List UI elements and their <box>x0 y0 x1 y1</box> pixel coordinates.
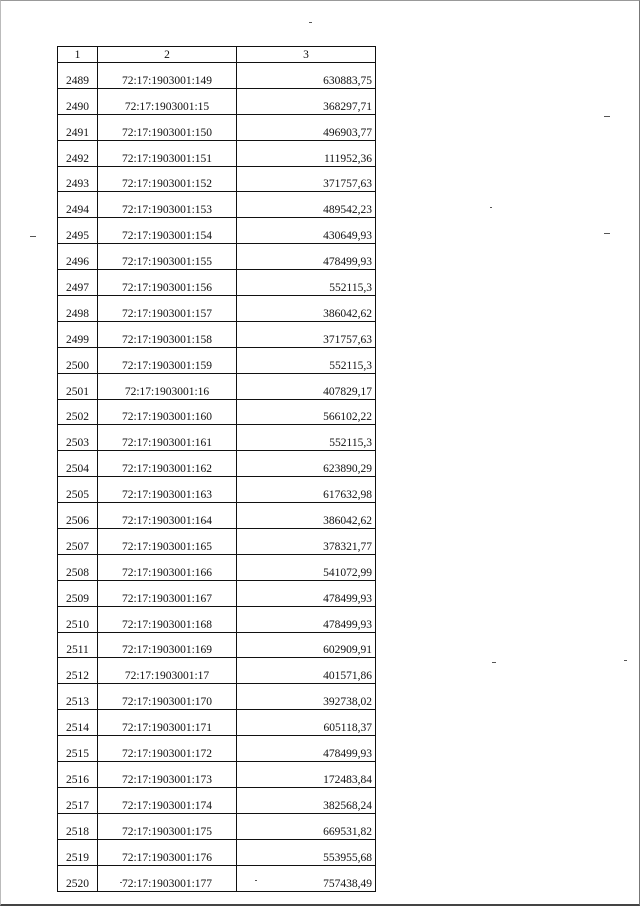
column-header: 3 <box>237 47 376 63</box>
cadastral-value-cell: 368297,71 <box>237 88 376 114</box>
table-row <box>58 813 376 839</box>
table-row <box>58 270 376 296</box>
cadastral-number-cell: 72:17:1903001:152 <box>98 166 237 192</box>
cadastral-value-cell: 553955,68 <box>237 839 376 865</box>
cadastral-number-cell: 72:17:1903001:172 <box>98 736 237 762</box>
table-row <box>58 529 376 555</box>
cadastral-number-cell: 72:17:1903001:171 <box>98 710 237 736</box>
table-row <box>58 373 376 399</box>
cadastral-number-cell: 72:17:1903001:151 <box>98 140 237 166</box>
cadastral-value-cell: 478499,93 <box>237 606 376 632</box>
table-row <box>58 321 376 347</box>
table-row <box>58 218 376 244</box>
table-row <box>58 580 376 606</box>
cadastral-value-cell: 386042,62 <box>237 503 376 529</box>
cadastral-value-cell: 566102,22 <box>237 399 376 425</box>
table-row <box>58 63 376 89</box>
scan-speck <box>490 207 492 208</box>
scan-speck <box>604 116 610 117</box>
cadastral-number-cell: 72:17:1903001:166 <box>98 554 237 580</box>
cadastral-number-cell: 72:17:1903001:164 <box>98 503 237 529</box>
cadastral-value-cell: 617632,98 <box>237 477 376 503</box>
cadastral-value-cell: 602909,91 <box>237 632 376 658</box>
row-number-cell: 2510 <box>58 606 98 632</box>
cadastral-value-cell: 392738,02 <box>237 684 376 710</box>
cadastral-value-cell: 496903,77 <box>237 114 376 140</box>
cadastral-number-cell: 72:17:1903001:168 <box>98 606 237 632</box>
table-row <box>58 736 376 762</box>
cadastral-number-cell: 72:17:1903001:169 <box>98 632 237 658</box>
row-number-cell: 2509 <box>58 580 98 606</box>
row-number-cell: 2516 <box>58 762 98 788</box>
row-number-cell: 2500 <box>58 347 98 373</box>
cadastral-number-cell: 72:17:1903001:177 <box>98 865 237 891</box>
row-number-cell: 2513 <box>58 684 98 710</box>
table-row <box>58 632 376 658</box>
row-number-cell: 2502 <box>58 399 98 425</box>
cadastral-value-cell: 371757,63 <box>237 166 376 192</box>
row-number-cell: 2494 <box>58 192 98 218</box>
cadastral-number-cell: 72:17:1903001:15 <box>98 88 237 114</box>
table-row <box>58 787 376 813</box>
table-row <box>58 451 376 477</box>
row-number-cell: 2518 <box>58 813 98 839</box>
row-number-cell: 2493 <box>58 166 98 192</box>
row-number-cell: 2519 <box>58 839 98 865</box>
row-number-cell: 2511 <box>58 632 98 658</box>
cadastral-value-cell: 111952,36 <box>237 140 376 166</box>
row-number-cell: 2491 <box>58 114 98 140</box>
scan-speck <box>30 236 36 237</box>
cadastral-number-cell: 72:17:1903001:150 <box>98 114 237 140</box>
cadastral-number-cell: 72:17:1903001:161 <box>98 425 237 451</box>
row-number-cell: 2490 <box>58 88 98 114</box>
cadastral-number-cell: 72:17:1903001:158 <box>98 321 237 347</box>
row-number-cell: 2489 <box>58 63 98 89</box>
cadastral-number-cell: 72:17:1903001:149 <box>98 63 237 89</box>
table-header-row <box>58 47 376 63</box>
scan-speck <box>492 662 496 663</box>
cadastral-number-cell: 72:17:1903001:165 <box>98 529 237 555</box>
row-number-cell: 2504 <box>58 451 98 477</box>
cadastral-value-cell: 172483,84 <box>237 762 376 788</box>
cadastral-value-cell: 552115,3 <box>237 347 376 373</box>
row-number-cell: 2512 <box>58 658 98 684</box>
cadastral-number-cell: 72:17:1903001:174 <box>98 787 237 813</box>
table-row <box>58 865 376 891</box>
row-number-cell: 2497 <box>58 270 98 296</box>
cadastral-number-cell: 72:17:1903001:154 <box>98 218 237 244</box>
table-row <box>58 166 376 192</box>
cadastral-value-cell: 386042,62 <box>237 296 376 322</box>
cadastral-value-cell: 478499,93 <box>237 580 376 606</box>
column-header: 2 <box>98 47 237 63</box>
cadastral-value-cell: 478499,93 <box>237 244 376 270</box>
row-number-cell: 2501 <box>58 373 98 399</box>
row-number-cell: 2503 <box>58 425 98 451</box>
table-row <box>58 244 376 270</box>
cadastral-value-cell: 378321,77 <box>237 529 376 555</box>
cadastral-number-cell: 72:17:1903001:153 <box>98 192 237 218</box>
cadastral-value-cell: 382568,24 <box>237 787 376 813</box>
table-row <box>58 684 376 710</box>
cadastral-number-cell: 72:17:1903001:163 <box>98 477 237 503</box>
cadastral-value-cell: 430649,93 <box>237 218 376 244</box>
cadastral-number-cell: 72:17:1903001:175 <box>98 813 237 839</box>
cadastral-value-cell: 552115,3 <box>237 270 376 296</box>
row-number-cell: 2506 <box>58 503 98 529</box>
row-number-cell: 2492 <box>58 140 98 166</box>
cadastral-value-cell: 401571,86 <box>237 658 376 684</box>
cadastral-value-cell: 371757,63 <box>237 321 376 347</box>
table-row <box>58 503 376 529</box>
cadastral-number-cell: 72:17:1903001:176 <box>98 839 237 865</box>
table-row <box>58 399 376 425</box>
row-number-cell: 2499 <box>58 321 98 347</box>
cadastral-value-cell: 407829,17 <box>237 373 376 399</box>
row-number-cell: 2515 <box>58 736 98 762</box>
cadastral-value-cell: 489542,23 <box>237 192 376 218</box>
cadastral-number-cell: 72:17:1903001:167 <box>98 580 237 606</box>
cadastral-number-cell: 72:17:1903001:17 <box>98 658 237 684</box>
cadastral-value-cell: 630883,75 <box>237 63 376 89</box>
cadastral-number-cell: 72:17:1903001:156 <box>98 270 237 296</box>
table-row <box>58 88 376 114</box>
table-row <box>58 554 376 580</box>
cadastral-number-cell: 72:17:1903001:173 <box>98 762 237 788</box>
row-number-cell: 2496 <box>58 244 98 270</box>
cadastral-value-table <box>57 46 376 892</box>
row-number-cell: 2520 <box>58 865 98 891</box>
table-row <box>58 606 376 632</box>
cadastral-value-cell: 757438,49 <box>237 865 376 891</box>
cadastral-number-cell: 72:17:1903001:157 <box>98 296 237 322</box>
scan-speck <box>309 22 312 23</box>
row-number-cell: 2495 <box>58 218 98 244</box>
cadastral-value-cell: 605118,37 <box>237 710 376 736</box>
row-number-cell: 2507 <box>58 529 98 555</box>
cadastral-value-cell: 669531,82 <box>237 813 376 839</box>
column-header: 1 <box>58 47 98 63</box>
row-number-cell: 2508 <box>58 554 98 580</box>
cadastral-number-cell: 72:17:1903001:16 <box>98 373 237 399</box>
table-row <box>58 658 376 684</box>
table-row <box>58 140 376 166</box>
scan-speck <box>604 233 610 234</box>
table-row <box>58 114 376 140</box>
row-number-cell: 2505 <box>58 477 98 503</box>
cadastral-number-cell: 72:17:1903001:170 <box>98 684 237 710</box>
table-row <box>58 425 376 451</box>
table-row <box>58 192 376 218</box>
row-number-cell: 2517 <box>58 787 98 813</box>
scan-speck <box>624 660 627 661</box>
table-row <box>58 347 376 373</box>
row-number-cell: 2514 <box>58 710 98 736</box>
cadastral-value-cell: 541072,99 <box>237 554 376 580</box>
cadastral-number-cell: 72:17:1903001:159 <box>98 347 237 373</box>
table-row <box>58 710 376 736</box>
row-number-cell: 2498 <box>58 296 98 322</box>
cadastral-value-cell: 552115,3 <box>237 425 376 451</box>
cadastral-number-cell: 72:17:1903001:162 <box>98 451 237 477</box>
table-row <box>58 839 376 865</box>
cadastral-value-cell: 623890,29 <box>237 451 376 477</box>
cadastral-value-cell: 478499,93 <box>237 736 376 762</box>
table-row <box>58 762 376 788</box>
table-row <box>58 477 376 503</box>
cadastral-number-cell: 72:17:1903001:160 <box>98 399 237 425</box>
table-row <box>58 296 376 322</box>
cadastral-number-cell: 72:17:1903001:155 <box>98 244 237 270</box>
